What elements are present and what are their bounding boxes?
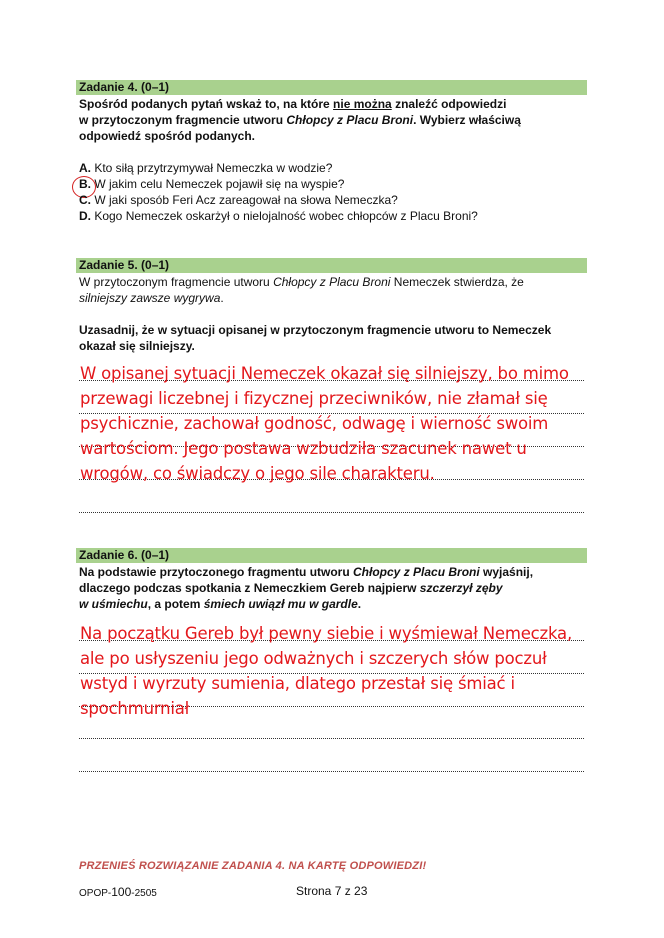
task-6-header: Zadanie 6. (0–1) (76, 548, 587, 563)
task-5-intro-line-1: W przytoczonym fragmencie utworu Chłopcy z Placu Broni Nemeczek stwierdza, że (79, 275, 524, 289)
handwritten-answer-line: psychicznie, zachował godność, odwagę i wierność swoim (80, 414, 549, 433)
task-4-option-d[interactable]: D. Kogo Nemeczek oskarżył o nielojalność wobec chłopców z Placu Broni? (79, 209, 478, 223)
transfer-notice: PRZENIEŚ ROZWIĄZANIE ZADANIA 4. NA KARTĘ ODPOWIEDZI! (79, 860, 427, 872)
task-5-task-line-2: okazał się silniejszy. (79, 339, 195, 353)
page-number: Strona 7 z 23 (296, 884, 368, 898)
answer-line[interactable] (79, 738, 584, 739)
answer-line[interactable] (79, 771, 584, 772)
task-5-header: Zadanie 5. (0–1) (76, 258, 587, 273)
task-4-option-a[interactable]: A. Kto siłą przytrzymywał Nemeczka w wodzie? (79, 161, 333, 175)
task-6-instruction-line-2: dlaczego podczas spotkania z Nemeczkiem Gereb najpierw szczerzył zęby (79, 581, 503, 595)
task-5-intro-line-2: silniejszy zawsze wygrywa. (79, 291, 224, 305)
exam-code: OPOP-100-2505 (79, 885, 157, 899)
handwritten-answer-line: przewagi liczebnej i fizycznej przeciwników, nie złamał się (80, 389, 548, 408)
handwritten-answer-line: spochmurniał (80, 699, 190, 718)
handwritten-answer-line: wstyd i wyrzuty sumienia, dlatego przestał się śmiać i (80, 674, 515, 693)
handwritten-answer-line: wrogów, co świadczy o jego sile charakteru. (80, 464, 435, 483)
handwritten-answer-line: wartościom. Jego postawa wzbudziła szacunek nawet u (80, 439, 527, 458)
task-4-instruction-line-2: w przytoczonym fragmencie utworu Chłopcy z Placu Broni. Wybierz właściwą (79, 113, 521, 127)
task-4-instruction-line-1: Spośród podanych pytań wskaż to, na które nie można znaleźć odpowiedzi (79, 97, 507, 111)
task-6-instruction-line-3: w uśmiechu, a potem śmiech uwiązł mu w gardle. (79, 597, 362, 611)
task-4-option-b[interactable]: B. W jakim celu Nemeczek pojawił się na wyspie? (79, 177, 345, 191)
handwritten-answer-line: ale po usłyszeniu jego odważnych i szczerych słów poczuł (80, 649, 547, 668)
task-5-task-line-1: Uzasadnij, że w sytuacji opisanej w przytoczonym fragmencie utworu to Nemeczek (79, 323, 552, 337)
task-4-header: Zadanie 4. (0–1) (76, 80, 587, 95)
task-4-option-c[interactable]: C. W jaki sposób Feri Acz zareagował na słowa Nemeczka? (79, 193, 398, 207)
task-4-instruction-line-3: odpowiedź spośród podanych. (79, 129, 256, 143)
handwritten-answer-line: W opisanej sytuacji Nemeczek okazał się silniejszy, bo mimo (80, 364, 569, 383)
handwritten-answer-line: Na początku Gereb był pewny siebie i wyśmiewał Nemeczka, (80, 624, 573, 643)
answer-line[interactable] (79, 512, 584, 513)
task-6-instruction-line-1: Na podstawie przytoczonego fragmentu utworu Chłopcy z Placu Broni wyjaśnij, (79, 565, 534, 579)
